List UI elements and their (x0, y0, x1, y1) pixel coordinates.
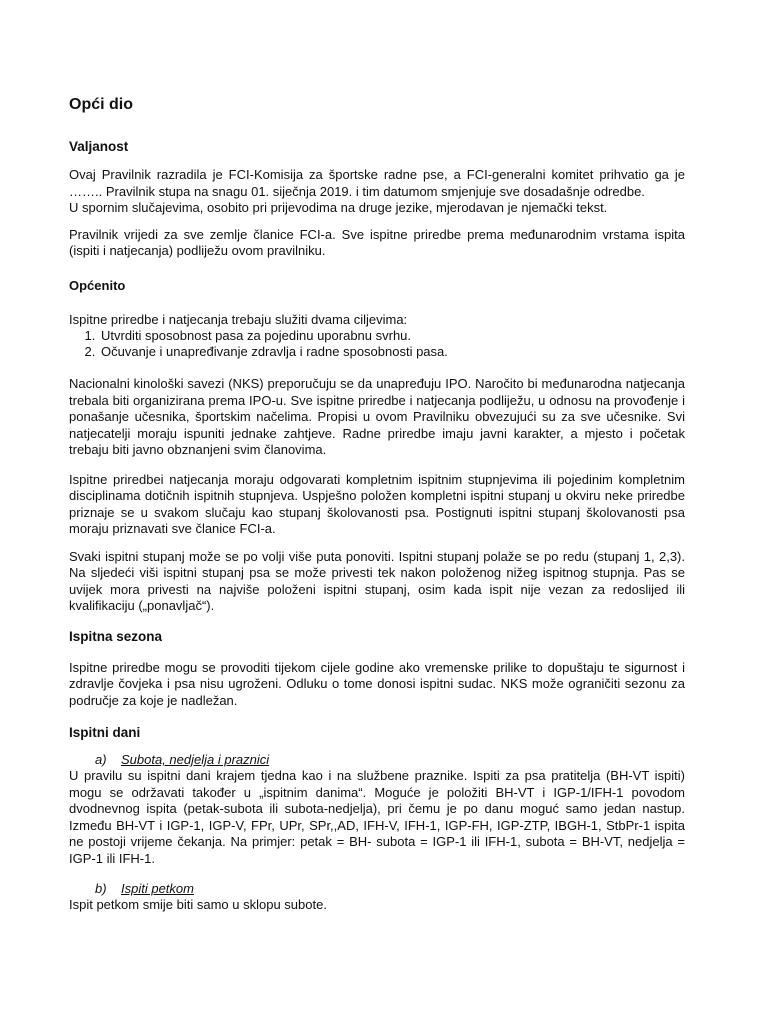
dani-paragraph-b: Ispit petkom smije biti samo u sklopu subote. (69, 897, 327, 912)
list-item: 2. Očuvanje i unapređivanje zdravlja i radne sposobnosti pasa. (99, 344, 685, 360)
subheading-text: Subota, nedjelja i praznici (121, 752, 270, 767)
page-title: Opći dio (69, 96, 133, 113)
valjanost-paragraph-2: U spornim slučajevima, osobito pri prijevodima na druge jezike, mjerodavan je njemački tekst. (69, 200, 608, 215)
valjanost-paragraph-1: Ovaj Pravilnik razradila je FCI-Komisija za športske radne pse, a FCI-generalni komitet prihvatio ga je …….. Pravilnik stupa na snagu 01. siječnja 2019. i tim datumom smjenjuje sve dosadašnje odredbe. (69, 167, 685, 199)
dani-paragraph-a: U pravilu su ispitni dani krajem tjedna kao i na službene praznike. Ispiti za psa pratitelja (BH-VT ispiti) mogu se održavati također u „ispitnim danima“. Moguće je položiti BH-VT i IGP-1/IFH-1 povodom dvodnevnog ispita (petak-subota ili subota-nedjelja), pri čemu je po danu moguć samo jedan nastup. Između BH-VT i IGP-1, IGP-V, FPr, UPr, SPr,,AD, IFH-V, IFH-1, IGP-FH, IGP-ZTP, IBGH-1, StbPr-1 ispita ne postoji vrijeme čekanja. Na primjer: petak = BH- subota = IGP-1 ili IFH-1, subota = BH-VT, nedjelja = IGP-1 ili IFH-1. (69, 768, 685, 866)
sezona-paragraph: Ispitne priredbe mogu se provoditi tijekom cijele godine ako vremenske prilike to dopuštaju te sigurnost i zdravlje čovjeka i psa nisu ugroženi. Odluku o tome donosi ispitni sudac. NKS može ograničiti sezonu za područje za koje je nadležan. (69, 659, 685, 708)
heading-ispitna-sezona: Ispitna sezona (69, 628, 163, 644)
goals-list (69, 328, 685, 360)
heading-ispitni-dani: Ispitni dani (69, 725, 141, 740)
opcenito-paragraph-1: Nacionalni kinološki savezi (NKS) preporučuju se da unapređuju IPO. Naročito bi međunarodna natjecanja trebala biti organizirana prema IPO-u. Sve ispitne priredbe i natjecanja podliježu, u odnosu na provođenje i ponašanje učesnika, športskim načelima. Propisi u ovom Pravilniku obvezujući su za sve učesnike. Svi natjecatelji moraju ispuniti jednake zahtjeve. Radne priredbe imaju javni karakter, a mjesto i početak trebaju biti javno obznanjeni svim članovima. (69, 376, 685, 457)
document-page (69, 96, 685, 914)
subheading-label: b) (95, 881, 107, 896)
heading-valjanost: Valjanost (69, 139, 129, 154)
heading-opcenito: Općenito (69, 277, 126, 293)
opcenito-intro: Ispitne priredbe i natjecanja trebaju služiti dvama ciljevima: (69, 311, 408, 327)
valjanost-paragraph-3: Pravilnik vrijedi za sve zemlje članice FCI-a. Sve ispitne priredbe prema međunarodnim vrstama ispita (ispiti i natjecanja) podliježu ovom pravilniku. (69, 226, 685, 258)
subheading-text: Ispiti petkom (121, 881, 194, 896)
subheading-subota (69, 752, 685, 768)
subheading-label: a) (95, 752, 107, 767)
subheading-petak (69, 881, 685, 897)
list-item: 1. Utvrditi sposobnost pasa za pojedinu uporabnu svrhu. (99, 328, 685, 344)
opcenito-paragraph-3: Svaki ispitni stupanj može se po volji više puta ponoviti. Ispitni stupanj polaže se po redu (stupanj 1, 2,3). Na sljedeći viši ispitni stupanj psa se može privesti tek nakon položenog nižeg ispitnog stupnja. Pas se uvijek mora privesti na najviše položeni ispitni stupanj, osim kada ispit nije vezan za redoslijed ili kvalifikaciju („ponavljač“). (69, 548, 685, 613)
opcenito-paragraph-2: Ispitne priredbei natjecanja moraju odgovarati kompletnim ispitnim stupnjevima ili pojedinim kompletnim disciplinama dotičnih ispitnih stupnjeva. Uspješno položen kompletni ispitni stupanj u okviru neke priredbe priznaje se u svakom slučaju kao stupanj školovanosti psa. Postignuti ispitni stupanj školovanosti psa moraju priznavati sve članice FCI-a. (69, 471, 685, 536)
